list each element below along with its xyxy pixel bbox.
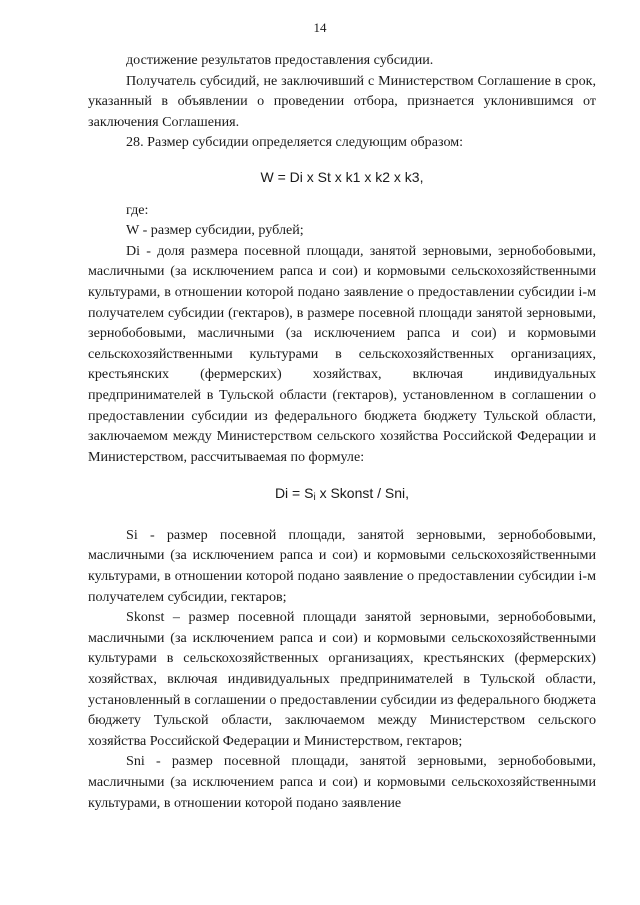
paragraph-recipient-evasion: Получатель субсидий, не заключивший с Министерством Соглашение в срок, указанный в объявлении о проведении отбора, признается уклонившимся от заключения Соглашения. (88, 72, 596, 130)
document-body (88, 50, 596, 813)
definition-skonst: Skonst – размер посевной площади занятой зерновыми, зернобобовыми, масличными (за исключением рапса и сои) и кормовыми сельскохозяйственными культурами в сельскохозяйственных организациях, крестьянских (фермерских) хозяйствах, включая индивидуальных предпринимателей в Тульской области, установленный в соглашении о предоставлении субсидии из федерального бюджета бюджету Тульской области, заключаемом между Министерством сельского хозяйства Российской Федерации и Министерством, гектаров; (88, 609, 596, 749)
paragraph-result-achievement: достижение результатов предоставления субсидии. (126, 52, 434, 68)
definition-sni: Sni - размер посевной площади, занятой зерновыми, зернобобовыми, масличными (за исключением рапса и сои) и кормовыми сельскохозяйственными культурами, в отношении которой подано заявление (88, 753, 596, 811)
label-where: где: (126, 201, 149, 218)
definition-di: Di - доля размера посевной площади, занятой зерновыми, зернобобовыми, масличными (за исключением рапса и сои) и кормовыми сельскохозяйственными культурами, в отношении которой подано заявление о предоставлении субсидии i-м получателем субсидии (гектаров), в размере посевной площади занятой зерновыми, зернобобовыми, масличными (за исключением рапса и сои) и кормовыми сельскохозяйственными культурами в сельскохозяйственных организациях, крестьянских (фермерских) хозяйствах, включая индивидуальных предпринимателей в Тульской области (гектаров), установленном в соглашении о предоставлении субсидии из федерального бюджета бюджету Тульской области, заключаемом между Министерством сельского хозяйства Российской Федерации и Министерством, рассчитываемая по формуле: (88, 242, 596, 465)
page-number: 14 (313, 20, 327, 35)
paragraph-28-heading: 28. Размер субсидии определяется следующим образом: (126, 134, 464, 151)
definition-w: W - размер субсидии, рублей; (126, 222, 304, 239)
formula-di-prefix: Di = S (274, 485, 314, 502)
formula-di-subscript: i (313, 492, 316, 504)
formula-subsidy-size: W = Di x St x k1 x k2 x k3, (260, 168, 424, 185)
definition-si: Si - размер посевной площади, занятой зерновыми, зернобобовыми, масличными (за исключением рапса и сои) и кормовыми сельскохозяйственными культурами, в отношении которой подано заявление о предоставлении субсидии i-м получателем субсидии, гектаров; (88, 526, 596, 605)
formula-di-suffix: x Skonst / Sni, (315, 485, 410, 502)
formula-di (88, 483, 596, 509)
